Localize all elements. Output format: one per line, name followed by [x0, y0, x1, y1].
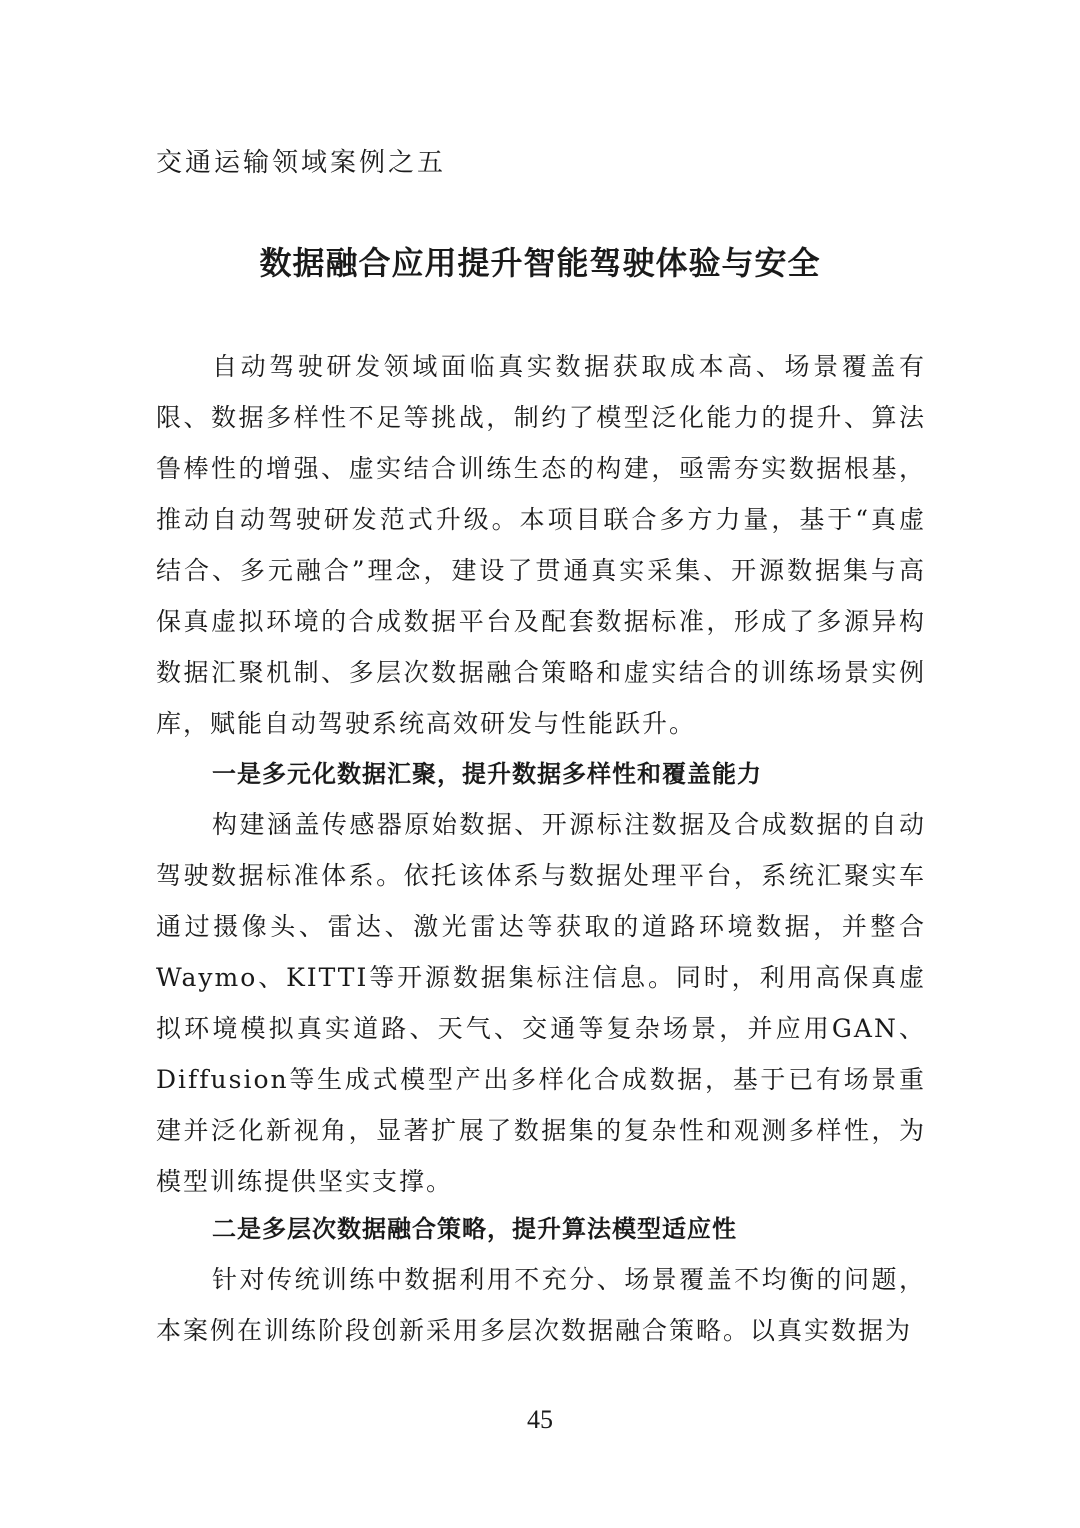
intro-paragraph: 自动驾驶研发领域面临真实数据获取成本高、场景覆盖有限、数据多样性不足等挑战，制约了模型泛化能力的提升、算法鲁棒性的增强、虚实结合训练生态的构建，亟需夯实数据根基，推动自动驾驶研发范式升级。本项目联合多方力量，基于“真虚结合、多元融合”理念，建设了贯通真实采集、开源数据集与高保真虚拟环境的合成数据平台及配套数据标准，形成了多源异构数据汇聚机制、多层次数据融合策略和虚实结合的训练场景实例库，赋能自动驾驶系统高效研发与性能跃升。 [156, 352, 926, 738]
section-one-paragraph: 构建涵盖传感器原始数据、开源标注数据及合成数据的自动驾驶数据标准体系。依托该体系与数据处理平台，系统汇聚实车通过摄像头、雷达、激光雷达等获取的道路环境数据，并整合Waymo、KITTI等开源数据集标注信息。同时，利用高保真虚拟环境模拟真实道路、天气、交通等复杂场景，并应用GAN、Diffusion等生成式模型产出多样化合成数据，基于已有场景重建并泛化新视角，显著扩展了数据集的复杂性和观测多样性，为模型训练提供坚实支撑。 [156, 810, 926, 1196]
case-category-label: 交通运输领域案例之五 [156, 148, 447, 178]
section-two-paragraph: 针对传统训练中数据利用不充分、场景覆盖不均衡的问题，本案例在训练阶段创新采用多层次数据融合策略。以真实数据为 [156, 1265, 926, 1345]
section-two-heading: 二是多层次数据融合策略，提升算法模型适应性 [212, 1215, 737, 1243]
page-title: 数据融合应用提升智能驾驶体验与安全 [259, 244, 821, 282]
section-two [156, 1204, 926, 1356]
intro-section [156, 341, 926, 749]
page-number: 45 [527, 1405, 553, 1434]
section-one [156, 749, 926, 1207]
section-one-heading: 一是多元化数据汇聚，提升数据多样性和覆盖能力 [212, 760, 762, 788]
